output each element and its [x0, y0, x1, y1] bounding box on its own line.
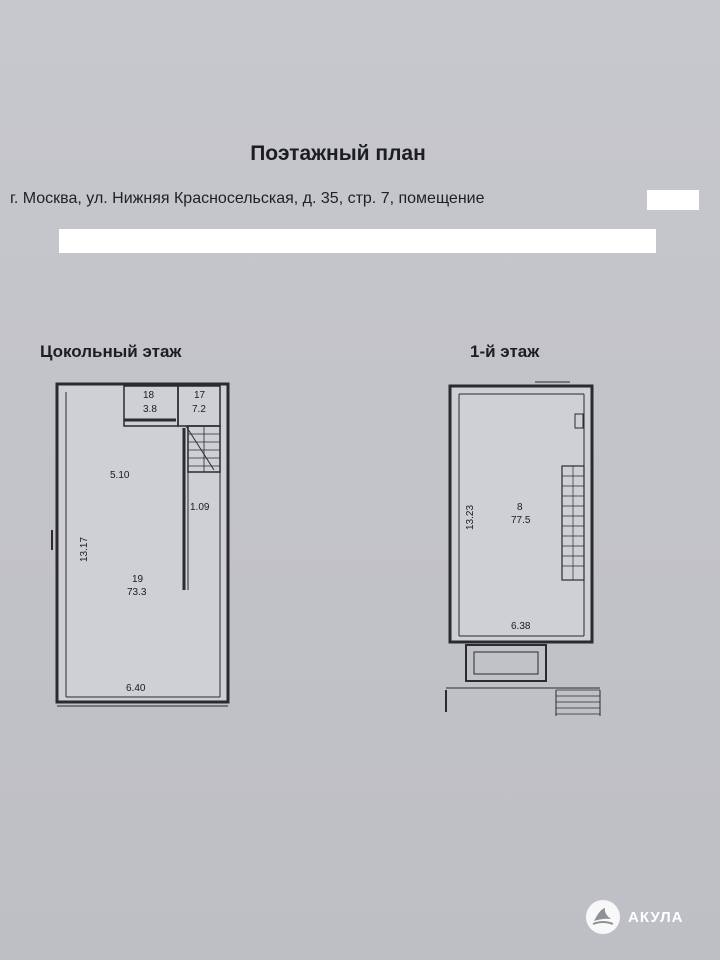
first-floor-length: 13.23 [465, 504, 476, 530]
basement-width-bottom: 6.40 [126, 683, 146, 694]
page-title: Поэтажный план [250, 142, 426, 165]
room-18-area: 3.8 [143, 404, 157, 415]
room-17-area: 7.2 [192, 404, 206, 415]
first-floor-width: 6.38 [511, 621, 531, 632]
shark-logo-icon [586, 900, 620, 934]
room-8-number: 8 [517, 502, 523, 513]
room-17-number: 17 [194, 390, 206, 401]
basement-width-top: 5.10 [110, 470, 130, 481]
room-18-number: 18 [143, 390, 155, 401]
basement-length: 13.17 [79, 536, 90, 562]
first-floor-heading: 1-й этаж [470, 342, 540, 361]
room-19-area: 73.3 [127, 587, 147, 598]
room-8-area: 77.5 [511, 515, 531, 526]
room-19-number: 19 [132, 574, 144, 585]
first-floor-plan [446, 382, 600, 716]
basement-heading: Цокольный этаж [40, 342, 182, 361]
entrance-porch [466, 645, 546, 681]
watermark-logo [586, 900, 683, 934]
corridor-width: 1.09 [190, 502, 210, 513]
address-line: г. Москва, ул. Нижняя Красносельская, д. 35, стр. 7, помещение [10, 190, 485, 207]
watermark-text: АКУЛА [628, 908, 684, 926]
